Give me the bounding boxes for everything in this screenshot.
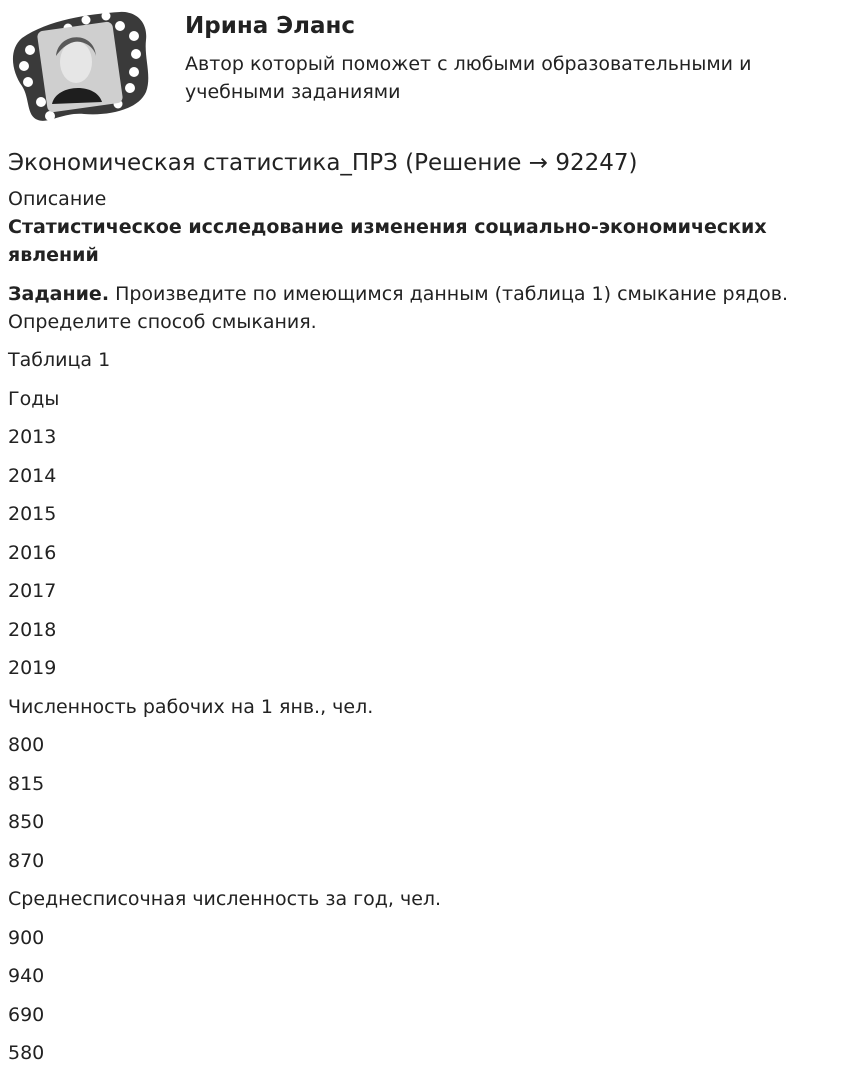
workers-header: Численность рабочих на 1 янв., чел. <box>8 695 374 718</box>
author-card <box>8 6 838 128</box>
main-content <box>8 146 838 1068</box>
description-label: Описание <box>8 188 107 210</box>
year-value: 2013 <box>8 426 57 448</box>
description-heading: Статистическое исследование изменения социально-экономических явлений <box>8 216 767 266</box>
avg-header: Среднесписочная численность за год, чел. <box>8 888 442 910</box>
years-header: Годы <box>8 387 60 410</box>
author-name[interactable]: Ирина Эланс <box>185 13 356 39</box>
author-avatar[interactable] <box>8 6 153 126</box>
workers-value: 800 <box>8 734 45 756</box>
author-bio: Автор который поможет с любыми образовательными и учебными заданиями <box>185 53 752 103</box>
year-value: 2018 <box>8 618 57 641</box>
workers-value: 815 <box>8 772 45 795</box>
task-paragraph <box>8 280 838 336</box>
table-caption: Таблица 1 <box>8 349 111 371</box>
avg-value: 690 <box>8 1003 45 1026</box>
year-value: 2016 <box>8 541 57 564</box>
task-text: Произведите по имеющимся данным (таблица 1) смыкание рядов. Определите способ смыкания. <box>8 283 788 333</box>
avg-value: 940 <box>8 965 45 987</box>
avg-value: 900 <box>8 926 45 949</box>
avg-value: 580 <box>8 1042 45 1064</box>
task-label: Задание. <box>8 283 110 305</box>
year-value: 2019 <box>8 657 57 679</box>
page-title: Экономическая статистика_ПРЗ (Решение → 92247) <box>8 150 638 176</box>
workers-value: 870 <box>8 849 45 872</box>
year-value: 2015 <box>8 503 57 525</box>
year-value: 2014 <box>8 464 57 487</box>
workers-value: 850 <box>8 811 45 833</box>
year-value: 2017 <box>8 580 57 602</box>
